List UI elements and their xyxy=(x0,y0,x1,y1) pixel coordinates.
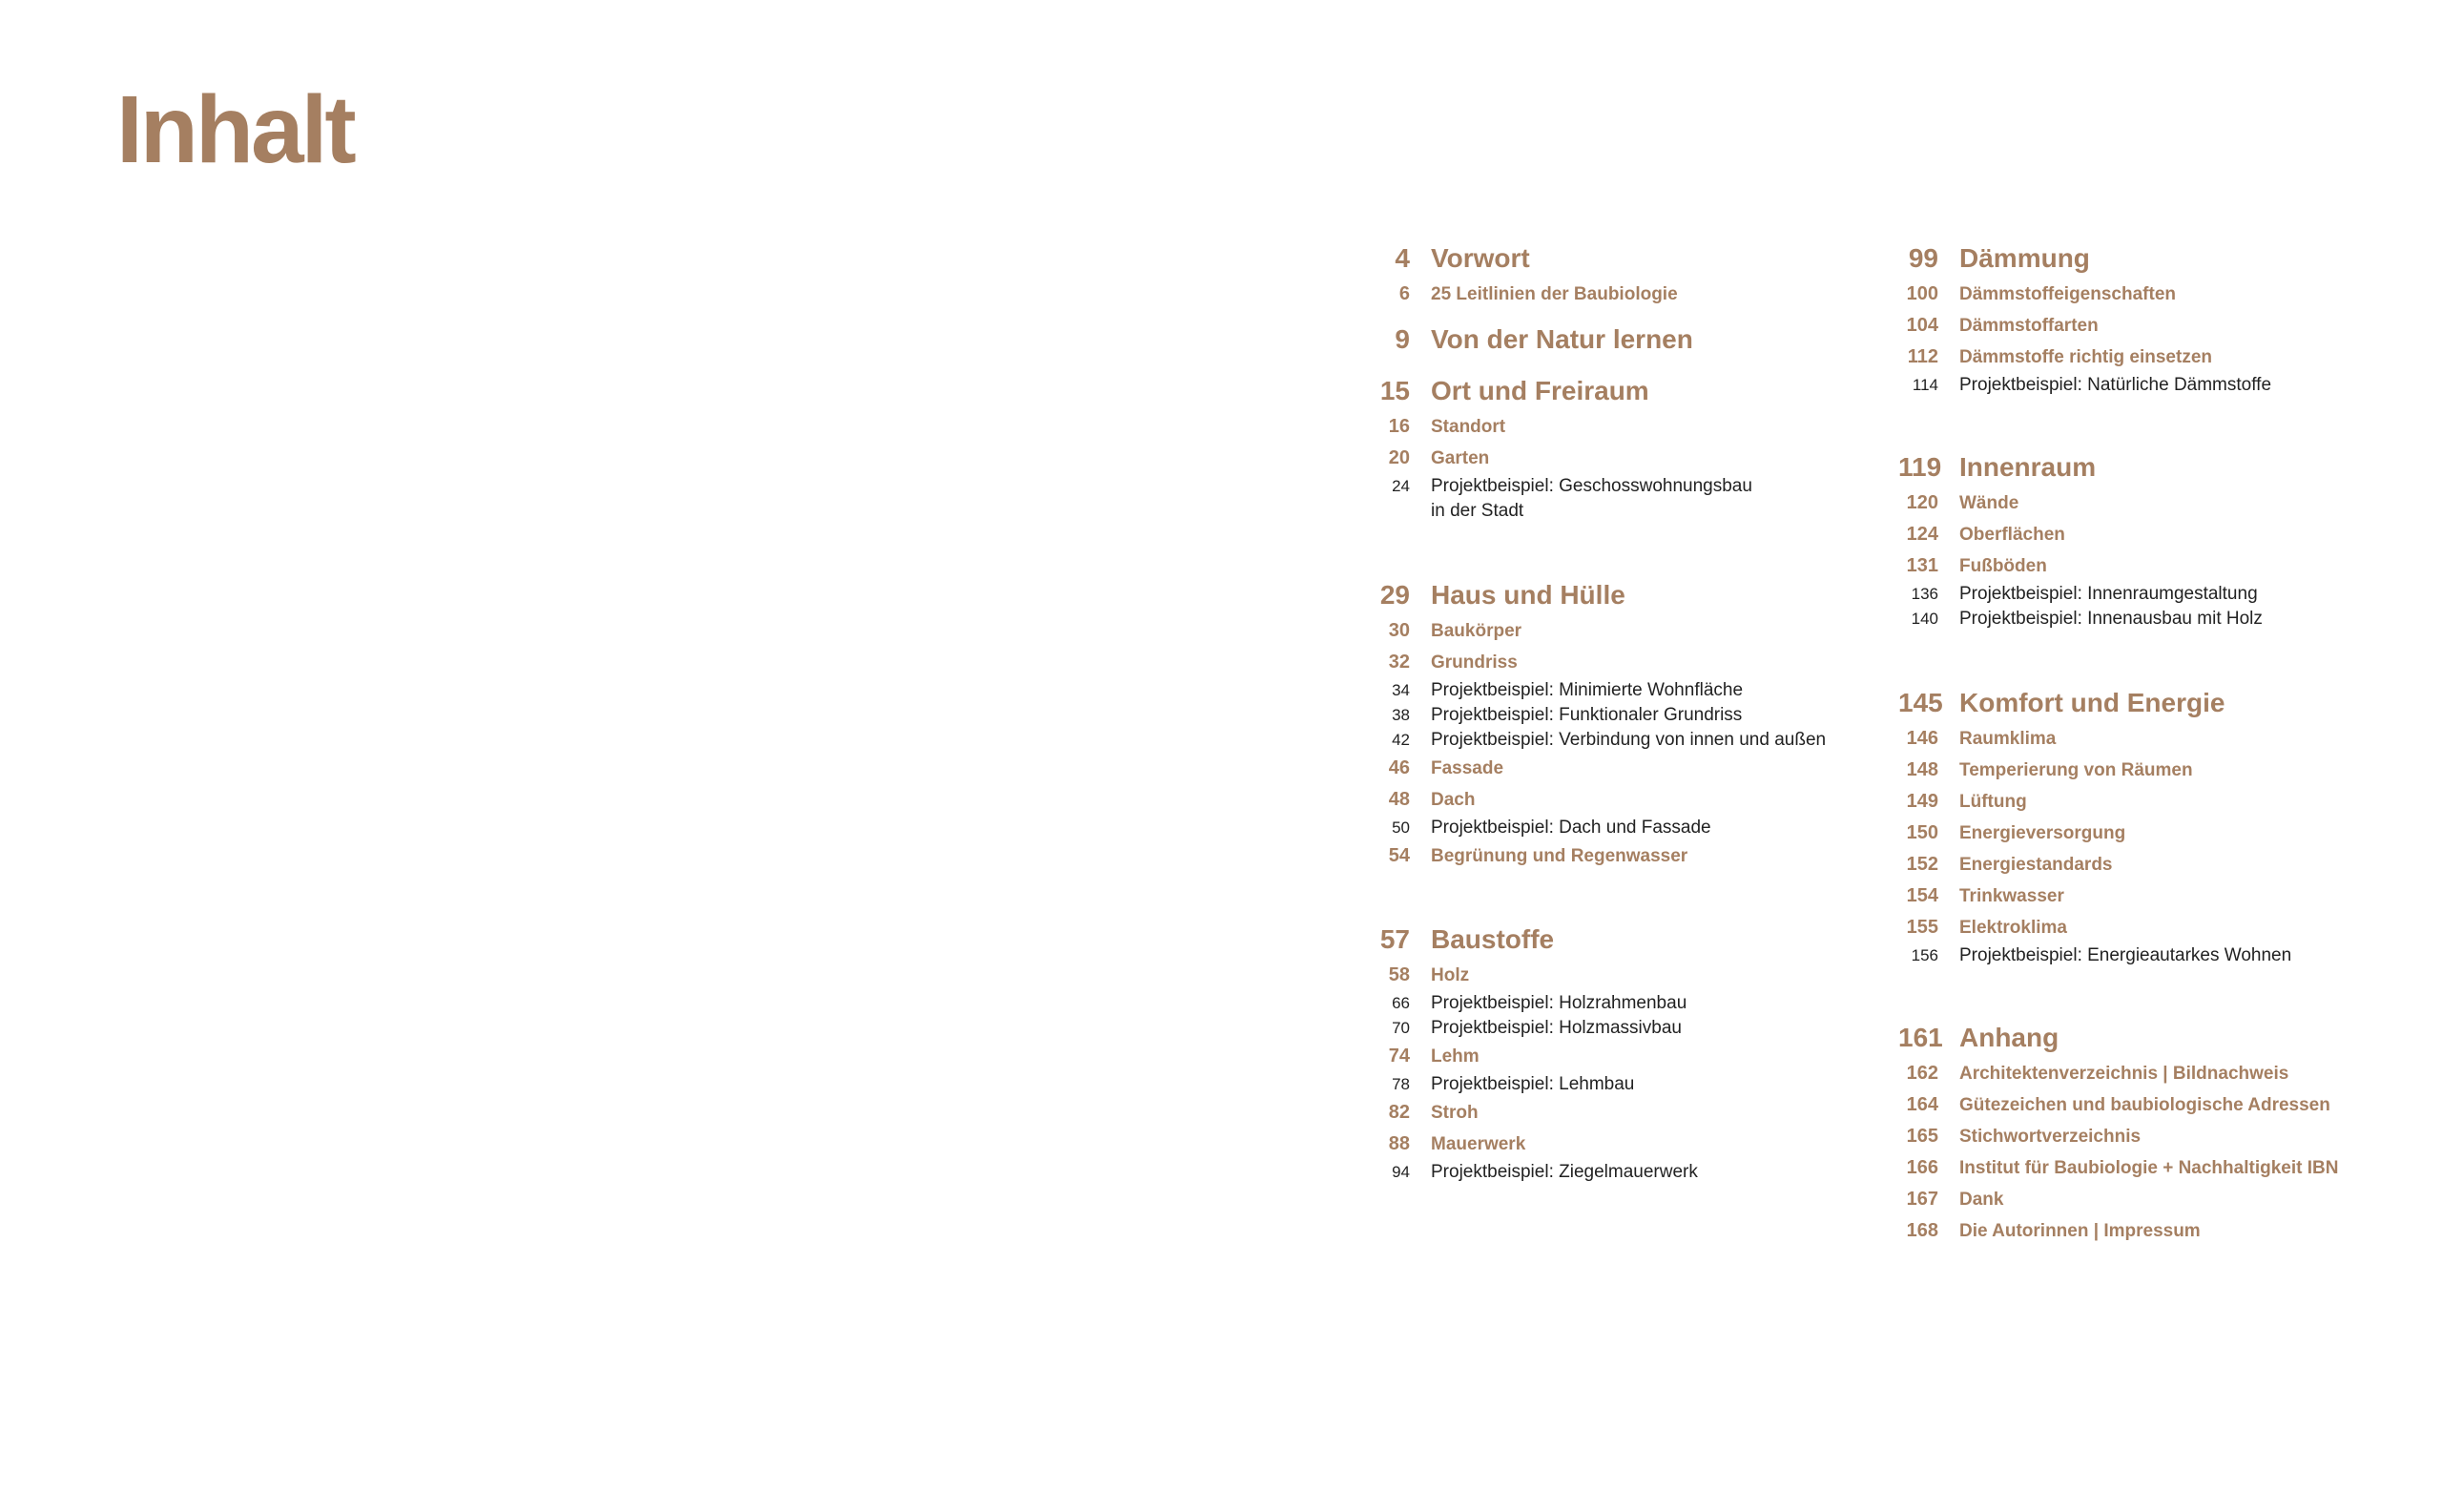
toc-page-number: 70 xyxy=(1392,1019,1410,1037)
toc-project-entry xyxy=(1370,1160,1894,1185)
toc-page-number: 149 xyxy=(1906,791,1938,812)
toc-entry-title: Trinkwasser xyxy=(1959,886,2064,906)
toc-page-number: 168 xyxy=(1906,1220,1938,1241)
toc-group xyxy=(1898,238,2432,398)
toc-entry-title: Projektbeispiel: Verbindung von innen und außen xyxy=(1431,730,1827,750)
toc-section-entry xyxy=(1898,786,2432,818)
toc-project-entry xyxy=(1370,703,1894,728)
toc-section-entry xyxy=(1898,755,2432,786)
page-title: Inhalt xyxy=(116,76,354,183)
toc-page-number: 4 xyxy=(1395,243,1410,273)
toc-group xyxy=(1370,371,1894,524)
toc-section-entry xyxy=(1370,1041,1894,1072)
toc-section-entry xyxy=(1898,487,2432,519)
toc-entry-title: Dämmstoffeigenschaften xyxy=(1959,284,2176,304)
toc-chapter-entry xyxy=(1898,238,2432,279)
toc-entry-title: Elektroklima xyxy=(1959,918,2067,938)
toc-page-number: 32 xyxy=(1388,652,1410,673)
toc-project-entry xyxy=(1370,678,1894,703)
toc-entry-title: Ort und Freiraum xyxy=(1431,376,1649,405)
toc-page-number: 50 xyxy=(1392,818,1410,837)
toc-page-number: 161 xyxy=(1898,1023,1943,1052)
toc-page-number: 124 xyxy=(1906,524,1938,545)
toc-project-entry xyxy=(1898,373,2432,398)
toc-section-entry xyxy=(1898,849,2432,880)
toc-entry-title: Dach xyxy=(1431,790,1476,810)
toc-page-number: 154 xyxy=(1906,885,1938,906)
toc-page-number: 94 xyxy=(1392,1163,1410,1181)
toc-project-entry xyxy=(1370,499,1894,524)
toc-page-number: 148 xyxy=(1906,759,1938,780)
toc-chapter-entry xyxy=(1370,320,1894,360)
toc-entry-title: Haus und Hülle xyxy=(1431,580,1625,610)
toc-project-entry xyxy=(1370,474,1894,499)
toc-page-number: 167 xyxy=(1906,1189,1938,1210)
toc-section-entry xyxy=(1898,279,2432,310)
toc-entry-title: Projektbeispiel: Natürliche Dämmstoffe xyxy=(1959,375,2272,395)
toc-group xyxy=(1898,447,2432,632)
toc-entry-title: Baustoffe xyxy=(1431,924,1555,954)
toc-entry-title: Projektbeispiel: Energieautarkes Wohnen xyxy=(1959,945,2292,965)
toc-project-entry xyxy=(1898,943,2432,968)
toc-page-number: 164 xyxy=(1906,1094,1938,1115)
toc-entry-title: Innenraum xyxy=(1959,452,2097,482)
toc-project-entry xyxy=(1898,582,2432,607)
toc-section-entry xyxy=(1370,840,1894,872)
toc-entry-title: Mauerwerk xyxy=(1431,1134,1526,1154)
toc-section-entry xyxy=(1370,960,1894,991)
toc-entry-title: Projektbeispiel: Geschosswohnungsbau xyxy=(1431,476,1752,496)
toc-section-entry xyxy=(1898,723,2432,755)
toc-page-number: 162 xyxy=(1906,1063,1938,1084)
toc-group xyxy=(1370,575,1894,872)
toc-page-number: 29 xyxy=(1379,580,1410,610)
toc-page-number: 100 xyxy=(1906,283,1938,304)
toc-entry-title: Energieversorgung xyxy=(1959,823,2126,843)
toc-entry-title: Grundriss xyxy=(1431,652,1518,673)
toc-entry-title: Holz xyxy=(1431,965,1470,985)
toc-entry-title: Dämmstoffe richtig einsetzen xyxy=(1959,347,2212,367)
toc-chapter-entry xyxy=(1898,683,2432,723)
toc-page-number: 46 xyxy=(1388,757,1410,778)
toc-page-number: 82 xyxy=(1388,1102,1410,1123)
toc-column-right xyxy=(1898,238,2432,1247)
toc-entry-title: Temperierung von Räumen xyxy=(1959,760,2193,780)
toc-entry-title: Dämmung xyxy=(1959,243,2090,273)
toc-section-entry xyxy=(1898,912,2432,943)
toc-entry-title: Projektbeispiel: Holzmassivbau xyxy=(1431,1018,1682,1038)
toc-entry-title: Architektenverzeichnis | Bildnachweis xyxy=(1959,1064,2289,1084)
toc-page-number: 38 xyxy=(1392,706,1410,724)
toc-page-number: 20 xyxy=(1388,447,1410,468)
toc-entry-title: Baukörper xyxy=(1431,621,1522,641)
toc-project-entry xyxy=(1370,991,1894,1016)
toc-entry-title: Fußböden xyxy=(1959,556,2047,576)
toc-page-number: 9 xyxy=(1395,324,1410,354)
toc-page-number: 42 xyxy=(1392,731,1410,749)
toc-page-number: 155 xyxy=(1906,917,1938,938)
toc-entry-title: Garten xyxy=(1431,448,1490,468)
toc-chapter-entry xyxy=(1370,920,1894,960)
toc-entry-title: Projektbeispiel: Innenausbau mit Holz xyxy=(1959,609,2263,629)
toc-entry-title: Projektbeispiel: Innenraumgestaltung xyxy=(1959,584,2258,604)
toc-entry-title: Stroh xyxy=(1431,1103,1479,1123)
toc-page-number: 57 xyxy=(1379,924,1410,954)
toc-page-number: 119 xyxy=(1898,452,1942,482)
toc-entry-title: Begrünung und Regenwasser xyxy=(1431,846,1688,866)
toc-column-left xyxy=(1370,238,1894,1185)
toc-section-entry xyxy=(1370,279,1894,310)
toc-page-number: 165 xyxy=(1906,1126,1938,1147)
toc-page-number: 34 xyxy=(1392,681,1410,699)
toc-entry-title: Dank xyxy=(1959,1190,2004,1210)
toc-entry-title: Komfort und Energie xyxy=(1959,688,2225,717)
toc-page-number: 74 xyxy=(1388,1046,1410,1067)
toc-page-number: 104 xyxy=(1906,315,1938,336)
toc-page-number: 112 xyxy=(1907,346,1938,367)
toc-project-entry xyxy=(1370,1016,1894,1041)
toc-page-number: 30 xyxy=(1388,620,1410,641)
toc-group xyxy=(1370,238,1894,310)
toc-group xyxy=(1898,683,2432,968)
toc-page-number: 140 xyxy=(1911,610,1938,628)
toc-group xyxy=(1898,1018,2432,1247)
toc-chapter-entry xyxy=(1898,447,2432,487)
toc-section-entry xyxy=(1898,550,2432,582)
toc-entry-title: Fassade xyxy=(1431,758,1504,778)
toc-section-entry xyxy=(1898,1184,2432,1215)
toc-chapter-entry xyxy=(1898,1018,2432,1058)
toc-page-number: 114 xyxy=(1912,376,1938,394)
toc-section-entry xyxy=(1898,1152,2432,1184)
toc-entry-title: Projektbeispiel: Dach und Fassade xyxy=(1431,818,1711,838)
toc-project-entry xyxy=(1370,816,1894,840)
toc-page-number: 145 xyxy=(1898,688,1943,717)
toc-section-entry xyxy=(1370,1129,1894,1160)
toc-section-entry xyxy=(1898,1058,2432,1089)
toc-entry-title: Stichwortverzeichnis xyxy=(1959,1127,2142,1147)
toc-entry-title: Projektbeispiel: Funktionaler Grundriss xyxy=(1431,705,1743,725)
toc-entry-title: Wände xyxy=(1959,493,2019,513)
toc-section-entry xyxy=(1898,519,2432,550)
toc-page-number: 6 xyxy=(1398,283,1410,304)
toc-entry-title: Projektbeispiel: Minimierte Wohnfläche xyxy=(1431,680,1744,700)
toc-page-number: 166 xyxy=(1906,1157,1938,1178)
toc-project-entry xyxy=(1370,728,1894,753)
toc-page-number: 58 xyxy=(1388,964,1410,985)
toc-page-number: 131 xyxy=(1906,555,1938,576)
toc-entry-title: Projektbeispiel: Lehmbau xyxy=(1431,1074,1635,1094)
toc-page-number: 16 xyxy=(1388,416,1410,437)
toc-entry-title: Projektbeispiel: Holzrahmenbau xyxy=(1431,993,1687,1013)
toc-section-entry xyxy=(1898,1121,2432,1152)
toc-page-number: 88 xyxy=(1388,1133,1410,1154)
toc-entry-title: Anhang xyxy=(1959,1023,2059,1052)
toc-page-number: 152 xyxy=(1906,854,1938,875)
toc-chapter-entry xyxy=(1370,575,1894,615)
toc-section-entry xyxy=(1370,443,1894,474)
toc-page-number: 146 xyxy=(1906,728,1938,749)
toc-section-entry xyxy=(1370,615,1894,647)
toc-project-entry xyxy=(1370,1072,1894,1097)
toc-section-entry xyxy=(1370,784,1894,816)
toc-chapter-entry xyxy=(1370,238,1894,279)
toc-section-entry xyxy=(1898,342,2432,373)
toc-entry-title: Standort xyxy=(1431,417,1506,437)
toc-section-entry xyxy=(1370,1097,1894,1129)
toc-section-entry xyxy=(1370,647,1894,678)
toc-section-entry xyxy=(1898,880,2432,912)
toc-entry-title: Gütezeichen und baubiologische Adressen xyxy=(1959,1095,2330,1115)
toc-chapter-entry xyxy=(1370,371,1894,411)
toc-entry-title: Lehm xyxy=(1431,1046,1480,1067)
toc-entry-title: 25 Leitlinien der Baubiologie xyxy=(1431,284,1678,304)
toc-entry-title: Lüftung xyxy=(1959,792,2027,812)
toc-page-number: 15 xyxy=(1379,376,1410,405)
toc-page-number: 66 xyxy=(1392,994,1410,1012)
toc-page-number: 120 xyxy=(1906,492,1938,513)
toc-project-entry xyxy=(1898,607,2432,632)
toc-group xyxy=(1370,920,1894,1185)
toc-page-number: 54 xyxy=(1388,845,1410,866)
toc-section-entry xyxy=(1898,310,2432,342)
toc-page-number: 150 xyxy=(1906,822,1938,843)
toc-section-entry xyxy=(1898,1089,2432,1121)
toc-section-entry xyxy=(1898,1215,2432,1247)
toc-page-number: 48 xyxy=(1388,789,1410,810)
toc-entry-title: Dämmstoffarten xyxy=(1959,316,2099,336)
toc-section-entry xyxy=(1370,753,1894,784)
toc-entry-title: Institut für Baubiologie + Nachhaltigkeit IBN xyxy=(1959,1158,2339,1178)
toc-section-entry xyxy=(1898,818,2432,849)
toc-entry-title: Projektbeispiel: Ziegelmauerwerk xyxy=(1431,1162,1698,1182)
toc-section-entry xyxy=(1370,411,1894,443)
toc-page-number: 24 xyxy=(1392,477,1410,495)
toc-entry-title: Die Autorinnen | Impressum xyxy=(1959,1221,2201,1241)
toc-page-number: 99 xyxy=(1908,243,1938,273)
toc-page-number: 78 xyxy=(1392,1075,1410,1093)
toc-entry-title: Raumklima xyxy=(1959,729,2057,749)
toc-page-number: 136 xyxy=(1911,585,1938,603)
toc-entry-title: Von der Natur lernen xyxy=(1431,324,1693,354)
toc-group xyxy=(1370,320,1894,360)
toc-entry-title: in der Stadt xyxy=(1431,501,1524,521)
toc-entry-title: Vorwort xyxy=(1431,243,1530,273)
toc-entry-title: Oberflächen xyxy=(1959,525,2065,545)
toc-entry-title: Energiestandards xyxy=(1959,855,2113,875)
toc-page-number: 156 xyxy=(1911,946,1938,964)
